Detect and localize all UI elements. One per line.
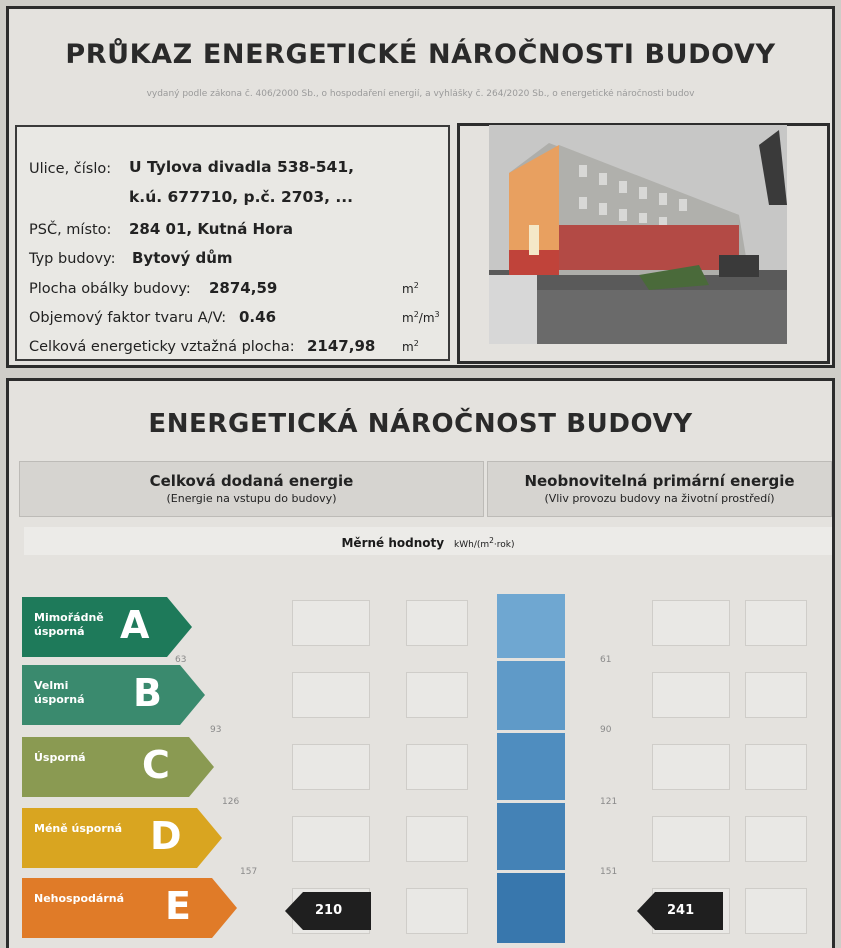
left-tick-1: 63 — [175, 655, 187, 665]
energy-class-name: Méně úsporná — [34, 822, 123, 835]
energy-class-letter: A — [120, 603, 150, 647]
energy-class-letter: E — [165, 884, 191, 928]
energy-class-letter: D — [150, 814, 182, 858]
envelope-unit: $m^2$ — [402, 281, 419, 296]
psc-value: 284 01, Kutná Hora — [129, 220, 293, 238]
shape-row — [29, 308, 277, 326]
street-label: Ulice, číslo: — [29, 161, 112, 177]
primary-energy-scale-segment — [497, 733, 565, 800]
grid-cell — [745, 816, 807, 862]
grid-cell — [745, 600, 807, 646]
area-value: 2147,98 — [307, 337, 376, 355]
area-row — [29, 337, 376, 355]
energy-class-d — [22, 808, 222, 868]
left-tick-4: 157 — [240, 867, 258, 877]
grid-cell — [406, 600, 468, 646]
energy-class-c — [22, 737, 214, 797]
energy-class-letter: B — [133, 671, 162, 715]
energy-class-arrow-shape — [22, 737, 214, 797]
psc-label: PSČ, místo: — [29, 222, 112, 238]
grid-cell — [652, 672, 730, 718]
grid-cell — [652, 744, 730, 790]
energy-class-name: Mimořádně úsporná — [34, 611, 104, 638]
primary-energy-value-marker — [637, 892, 723, 930]
type-label: Typ budovy: — [29, 251, 116, 267]
envelope-row — [29, 279, 278, 297]
delivered-energy-value-marker — [285, 892, 371, 930]
right-tick-4: 151 — [600, 867, 618, 877]
grid-cell — [745, 888, 807, 934]
type-value: Bytový dům — [132, 249, 233, 267]
primary-energy-scale-segment — [497, 873, 565, 943]
area-label: Celková energeticky vztažná plocha: — [29, 339, 295, 355]
grid-cell — [745, 744, 807, 790]
grid-cell — [292, 672, 370, 718]
energy-class-name: Nehospodárná — [34, 892, 125, 905]
energy-class-name: Úsporná — [34, 751, 86, 764]
primary-energy-value: 241 — [667, 903, 695, 918]
area-unit: $m^2$ — [402, 339, 419, 354]
grid-cell — [292, 600, 370, 646]
street-value-line-1: U Tylova divadla 538-541, — [129, 158, 355, 176]
envelope-label: Plocha obálky budovy: — [29, 281, 191, 297]
grid-cell — [406, 672, 468, 718]
grid-cell — [652, 600, 730, 646]
primary-energy-scale-segment — [497, 661, 565, 730]
street-row — [29, 158, 355, 177]
energy-class-b — [22, 665, 205, 725]
left-column-title: Celková dodaná energie — [149, 472, 354, 490]
right-tick-2: 90 — [600, 725, 612, 735]
left-tick-3: 126 — [222, 797, 240, 807]
shape-label: Objemový faktor tvaru A/V: — [29, 310, 227, 326]
grid-cell — [292, 744, 370, 790]
envelope-value: 2874,59 — [209, 279, 278, 297]
right-tick-3: 121 — [600, 797, 618, 807]
psc-row — [29, 220, 293, 238]
primary-energy-scale-segment — [497, 803, 565, 870]
certificate-subtitle: vydaný podle zákona č. 406/2000 Sb., o hospodaření energií, a vyhlášky č. 264/2020 Sb., o energetické náročnosti budov — [146, 89, 695, 99]
right-column-title: Neobnovitelná primární energie — [524, 472, 795, 490]
grid-cell — [652, 816, 730, 862]
grid-cell — [406, 744, 468, 790]
left-column-header — [19, 461, 484, 517]
energy-class-arrow-shape — [22, 808, 222, 868]
energy-class-a — [22, 597, 192, 657]
grid-cell — [745, 672, 807, 718]
specific-values-bar — [24, 527, 832, 555]
specific-values-label: Měrné hodnoty — [341, 536, 445, 550]
left-tick-2: 93 — [210, 725, 222, 735]
energy-class-name: Velmi úsporná — [34, 679, 85, 706]
performance-title: ENERGETICKÁ NÁROČNOST BUDOVY — [148, 409, 693, 439]
left-column-subtitle: (Energie na vstupu do budovy) — [166, 492, 337, 505]
specific-values-unit: kWh/$(m^2\cdot rok)$ — [454, 536, 515, 550]
building-photo — [489, 125, 787, 344]
shape-unit: $m^2/m^3$ — [402, 310, 440, 325]
certificate-title: PRŮKAZ ENERGETICKÉ NÁROČNOSTI BUDOVY — [65, 39, 776, 70]
shape-value: 0.46 — [239, 308, 277, 326]
grid-cell — [406, 816, 468, 862]
right-column-subtitle: (Vliv provozu budovy na životní prostředí) — [544, 492, 775, 505]
grid-cell — [406, 888, 468, 934]
right-tick-1: 61 — [600, 655, 612, 665]
primary-energy-scale-segment — [497, 594, 565, 658]
energy-class-letter: C — [142, 743, 170, 787]
right-column-header — [487, 461, 832, 517]
grid-cell — [292, 816, 370, 862]
building-info-box — [15, 125, 450, 361]
type-row — [29, 249, 233, 267]
delivered-energy-value: 210 — [315, 903, 343, 918]
energy-class-e — [22, 878, 237, 938]
street-value-line-2: k.ú. 677710, p.č. 2703, ... — [129, 188, 354, 206]
energy-class-arrow-shape — [22, 878, 237, 938]
